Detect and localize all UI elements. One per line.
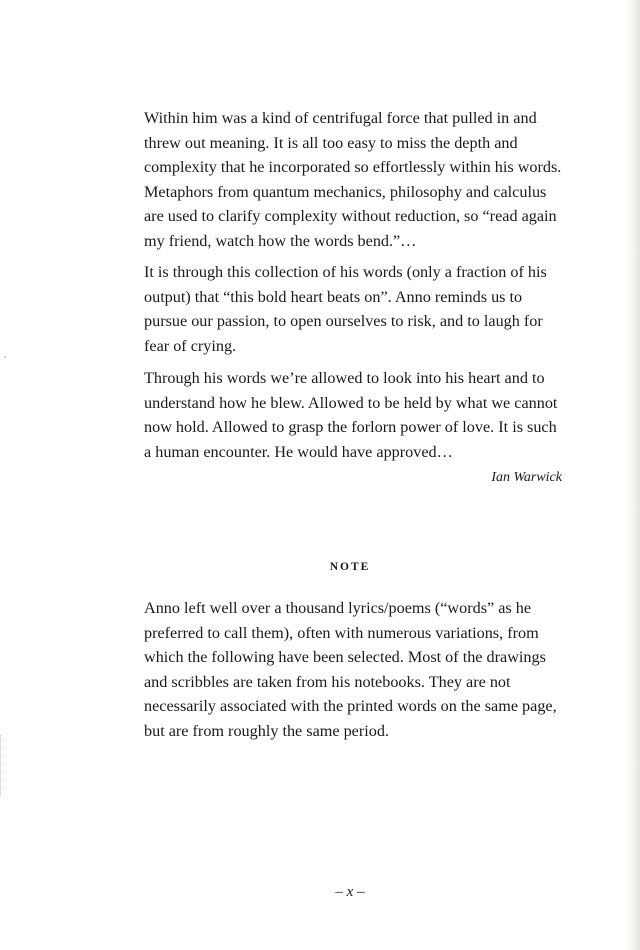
note-heading: NOTE bbox=[329, 561, 371, 573]
scan-edge-marks bbox=[0, 735, 3, 795]
paragraph-human-encounter: Through his words we’re allowed to look into his heart and to understand how he blew. Allowed to be held by what we cannot now hold. Allowed to grasp the forlorn power of love. It is such a human encounter. He would have approved… bbox=[144, 369, 558, 461]
author-signature: Ian Warwick bbox=[491, 470, 562, 485]
paragraph-centrifugal-force: Within him was a kind of centrifugal force that pulled in and threw out meaning. It is all too easy to miss the depth and complexity that he incorporated so effortlessly within his words. Metaphors from quantum mechanics, philosophy and calculus are used to clarify complexity without reduction, so “read again my friend, watch how the words bend.”… bbox=[144, 109, 562, 250]
note-paragraph: Anno left well over a thousand lyrics/poems (“words” as he preferred to call them), often with numerous variations, from which the following have been selected. Most of the drawings and scribbles are taken from his notebooks. They are not necessarily associated with the printed words on the same page, but are from roughly the same period. bbox=[144, 599, 557, 740]
page-edge-shadow bbox=[626, 0, 640, 950]
scan-speck bbox=[4, 356, 6, 358]
page-number: – x – bbox=[335, 884, 365, 900]
paragraph-bold-heart: It is through this collection of his words (only a fraction of his output) that “this bold heart beats on”. Anno reminds us to pursue our passion, to open ourselves to risk, and to laugh for fear of crying. bbox=[144, 263, 547, 355]
